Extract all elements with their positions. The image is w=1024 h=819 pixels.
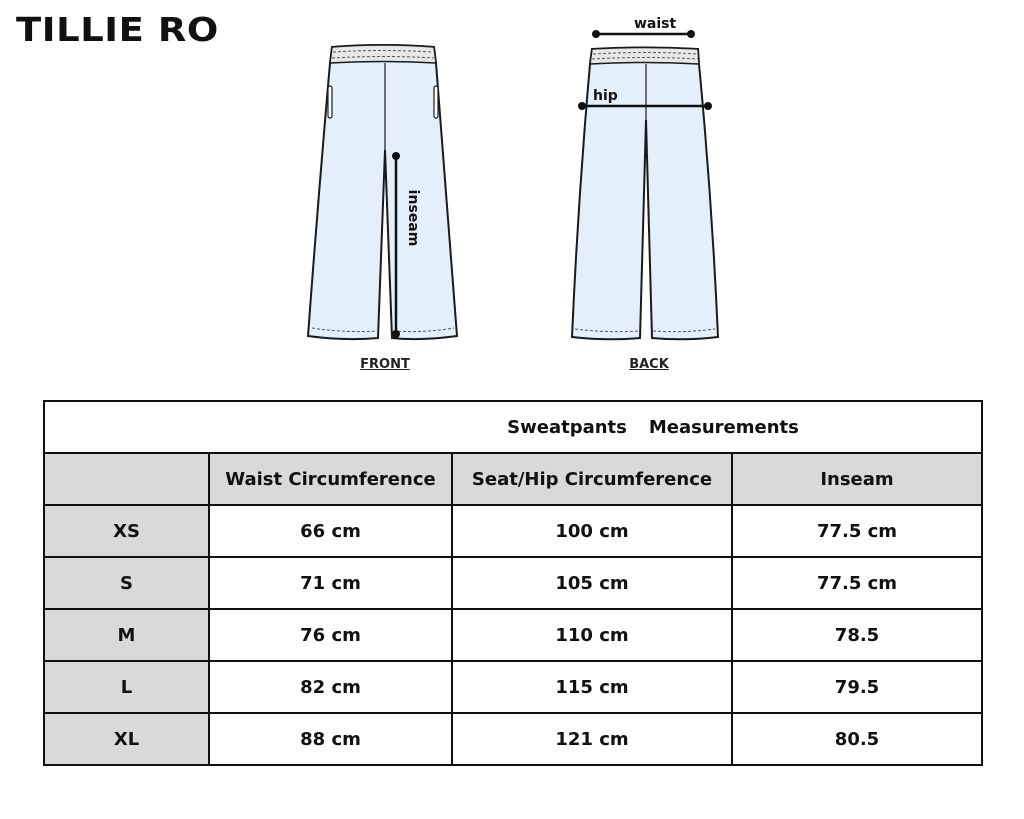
hip-cell: 105 cm xyxy=(452,557,732,609)
brand-logo: TILLIE RO xyxy=(16,10,219,49)
back-pants-illustration xyxy=(572,30,718,339)
waist-cell: 82 cm xyxy=(209,661,452,713)
header-size xyxy=(44,453,209,505)
size-cell: XS xyxy=(44,505,209,557)
size-cell: L xyxy=(44,661,209,713)
inseam-cell: 78.5 xyxy=(732,609,982,661)
inseam-label: inseam xyxy=(405,189,421,247)
table-title-part2: Measurements xyxy=(648,416,799,438)
size-cell: XL xyxy=(44,713,209,765)
size-chart-table xyxy=(43,400,983,766)
size-cell: S xyxy=(44,557,209,609)
waist-label: waist xyxy=(634,16,677,32)
inseam-cell: 77.5 cm xyxy=(732,505,982,557)
back-view-label: BACK xyxy=(629,357,669,372)
table-title xyxy=(44,401,982,453)
waist-cell: 71 cm xyxy=(209,557,452,609)
table-row xyxy=(44,661,982,713)
size-cell: M xyxy=(44,609,209,661)
waist-cell: 76 cm xyxy=(209,609,452,661)
waist-cell: 66 cm xyxy=(209,505,452,557)
table-row xyxy=(44,609,982,661)
hip-cell: 110 cm xyxy=(452,609,732,661)
inseam-cell: 80.5 xyxy=(732,713,982,765)
hip-label: hip xyxy=(593,88,618,104)
inseam-cell: 79.5 xyxy=(732,661,982,713)
header-inseam: Inseam xyxy=(732,453,982,505)
hip-cell: 121 cm xyxy=(452,713,732,765)
inseam-cell: 77.5 cm xyxy=(732,557,982,609)
table-header-row xyxy=(44,453,982,505)
table-row xyxy=(44,557,982,609)
hip-cell: 115 cm xyxy=(452,661,732,713)
table-row xyxy=(44,713,982,765)
waist-cell: 88 cm xyxy=(209,713,452,765)
front-pants-illustration xyxy=(308,45,457,339)
hip-cell: 100 cm xyxy=(452,505,732,557)
table-row xyxy=(44,505,982,557)
table-title-part1: Sweatpants xyxy=(507,416,627,438)
sweatpants-diagram xyxy=(0,0,1024,380)
header-waist: Waist Circumference xyxy=(209,453,452,505)
table-title-row xyxy=(44,401,982,453)
header-hip: Seat/Hip Circumference xyxy=(452,453,732,505)
front-view-label: FRONT xyxy=(360,357,410,372)
